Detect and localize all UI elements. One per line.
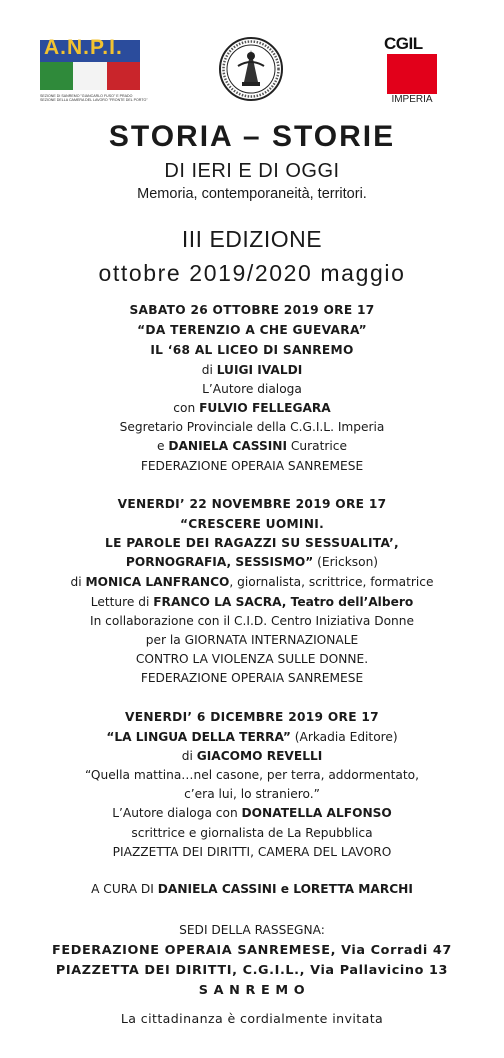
venues-heading: SEDI DELLA RASSEGNA: (179, 923, 325, 937)
event-guest: DONATELLA ALFONSO (241, 806, 392, 820)
main-title: STORIA – STORIE (108, 120, 396, 153)
curator-names: DANIELA CASSINI e LORETTA MARCHI (157, 882, 413, 896)
event-publisher: (Arkadia Editore) (290, 730, 398, 744)
event-guest-line: L’Autore dialoga con DONATELLA ALFONSO (112, 806, 392, 820)
cgil-city: IMPERIA (391, 94, 433, 105)
event-line: L’Autore dialoga (202, 382, 302, 396)
event-title: “CRESCERE UOMINI. (179, 517, 325, 531)
venue-1: FEDERAZIONE OPERAIA SANREMESE, Via Corradi 47 (52, 943, 452, 958)
event-author: MONICA LANFRANCO (85, 575, 230, 589)
tagline: Memoria, contemporaneità, territori. (137, 186, 367, 202)
event-title: “DA TERENZIO A CHE GUEVARA” (137, 323, 367, 337)
sub-title: DI IERI E DI OGGI (164, 160, 340, 182)
cgil-logo (384, 34, 444, 106)
event-line: CONTRO LA VIOLENZA SULLE DONNE. (135, 652, 369, 666)
event-author-line: di MONICA LANFRANCO, giornalista, scrittrice, formatrice (70, 575, 434, 589)
event-date: VENERDI’ 22 NOVEMBRE 2019 ORE 17 (117, 497, 387, 511)
anpi-letters: A.N.P.I. (44, 36, 123, 59)
event-line: In collaborazione con il C.I.D. Centro Iniziativa Donne (89, 614, 415, 628)
event-publisher: (Erickson) (313, 555, 379, 569)
anpi-subline: SEZIONE DI SANREMO "GIANCARLO FUSO" E PRADO SEZIONE DELLA CAMERA DEL LAVORO "FRONTE DEL PORTO" (40, 94, 148, 102)
event-reader: FRANCO LA SACRA, Teatro dell’Albero (153, 595, 414, 609)
event-author: LUIGI IVALDI (216, 363, 303, 377)
event-title-line (0, 730, 504, 744)
venue-2: PIAZZETTA DEI DIRITTI, C.G.I.L., Via Pallavicino 13 (55, 963, 449, 978)
event-guest-line: con FULVIO FELLEGARA (173, 401, 331, 415)
edition: III EDIZIONE (181, 226, 323, 252)
invitation: La cittadinanza è cordialmente invitata (120, 1011, 384, 1026)
federation-seal-icon (218, 36, 284, 102)
event-quote: “Quella mattina…nel casone, per terra, addormentato, (85, 768, 419, 782)
event-title: LE PAROLE DEI RAGAZZI SU SESSUALITA’, (105, 536, 399, 550)
event-venue: PIAZZETTA DEI DIRITTI, CAMERA DEL LAVORO (112, 845, 392, 859)
event-line: per la GIORNATA INTERNAZIONALE (145, 633, 359, 647)
event-title: PORNOGRAFIA, SESSISMO” (125, 555, 314, 569)
event-author-line: di LUIGI IVALDI (201, 363, 303, 377)
event-author-line: di GIACOMO REVELLI (181, 749, 323, 763)
anpi-logo (40, 36, 148, 102)
event-venue: FEDERAZIONE OPERAIA SANREMESE (140, 671, 364, 685)
event-venue: FEDERAZIONE OPERAIA SANREMESE (140, 459, 364, 473)
event-reader-line: Letture di FRANCO LA SACRA, Teatro dell’Albero (90, 595, 414, 609)
period: ottobre 2019/2020 maggio (98, 260, 406, 286)
event-subtitle: IL ‘68 AL LICEO DI SANREMO (150, 343, 354, 357)
event-date: VENERDI’ 6 DICEMBRE 2019 ORE 17 (125, 710, 379, 724)
cgil-red-square-icon (387, 54, 437, 94)
event-guest: FULVIO FELLEGARA (199, 401, 331, 415)
cgil-word: CGIL (384, 34, 423, 53)
italian-tricolor-icon (40, 62, 140, 90)
event-guest-role: Segretario Provinciale della C.G.I.L. Imperia (119, 420, 385, 434)
event-curator-line: e DANIELA CASSINI Curatrice (156, 439, 348, 453)
event-date: SABATO 26 OTTOBRE 2019 ORE 17 (129, 303, 375, 317)
curators-line: A CURA DI DANIELA CASSINI e LORETTA MARCHI (91, 882, 413, 896)
event-curator: DANIELA CASSINI (168, 439, 288, 453)
event-quote: c’era lui, lo straniero.” (184, 787, 320, 801)
event-author: GIACOMO REVELLI (196, 749, 323, 763)
event-guest-role: scrittrice e giornalista de La Repubblica (131, 826, 373, 840)
city: S A N R E M O (198, 983, 306, 998)
event-title-line (0, 555, 504, 569)
event-title: “LA LINGUA DELLA TERRA” (106, 730, 291, 744)
